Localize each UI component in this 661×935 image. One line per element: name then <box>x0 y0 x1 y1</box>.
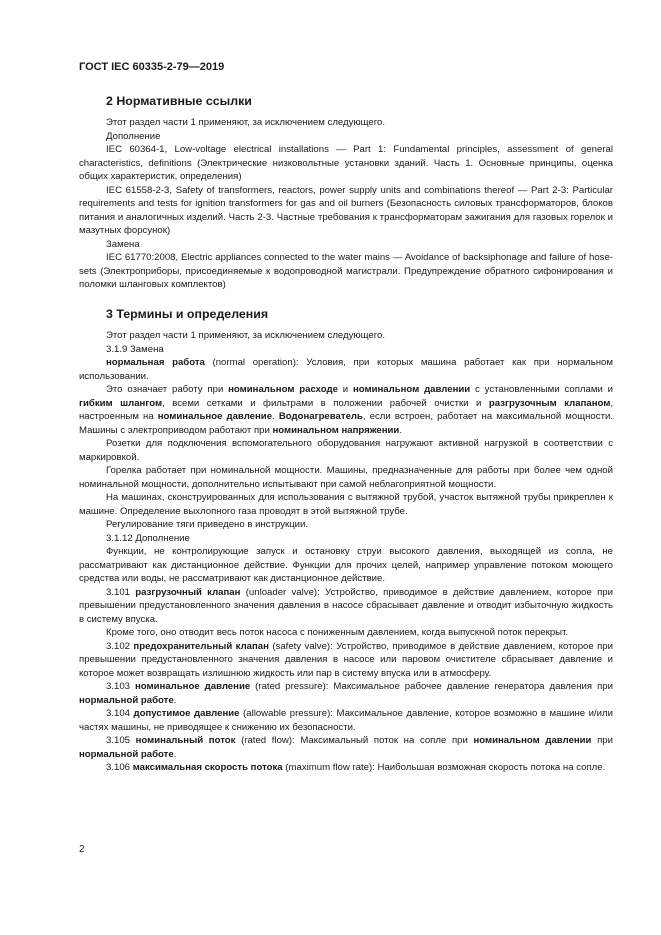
paragraph-unloader-also: Кроме того, оно отводит весь поток насоса с пониженным давлением, когда выпускной поток перекрыт. <box>106 627 569 638</box>
document-header: ГОСТ IEC 60335-2-79—2019 <box>79 61 225 73</box>
term-safety-valve: предохранительный клапан <box>133 640 269 652</box>
section-3-heading: 3 Термины и определения <box>106 307 269 321</box>
term-unloader-valve: разгрузочный клапан <box>135 586 241 598</box>
paragraph-flue: На машинах, сконструированных для использования с вытяжной трубой, участок вытяжной трубы прикреплен к машине. Определение выхлопного газа проводят в этой вытяжной трубе. <box>79 492 613 517</box>
term-rated-pressure: номинальное давление <box>135 681 251 692</box>
paragraph-burner: Горелка работает при номинальной мощности. Машины, предназначенные для работы при более чем одной номинальной мощности, дополнительно испытывают при самой неблагоприятной мощности. <box>79 465 613 490</box>
section-2-body <box>79 116 613 292</box>
paragraph-sockets: Розетки для подключения вспомогательного оборудования нагружают активной нагрузкой в соответствии с маркировкой. <box>79 438 613 463</box>
clause-3-1-12-label: 3.1.12 Дополнение <box>106 532 190 544</box>
reference-iec-61558-2-3: IEC 61558-2-3, Safety of transformers, reactors, power supply units and combinations thereof — Part 2-3: Particular requirements and tests for ignition transformers for gas and oil burners (Безопасность силовых трансформаторов, блоков питания и аналогичных изделий. Часть 2-3. Частные требования к трансформаторам зажигания для газовых горелок и мазутных форсунок) <box>79 184 613 236</box>
replacement-label: Замена <box>106 238 140 250</box>
definition-3-103: 3.103 номинальное давление (rated pressure): Максимальное рабочее давление генератора давления при нормальной работе. <box>79 681 613 706</box>
term-rated-flow: номинальный поток <box>135 735 236 746</box>
reference-iec-60364-1: IEC 60364-1, Low-voltage electrical installations — Part 1: Fundamental principles, assessment of general characteristics, definitions (Электрические низковольтные установки зданий. Часть 1. Основные принципы, оценка общих характеристик, определения) <box>79 144 613 182</box>
definition-normal-operation: нормальная работа (normal operation): Условия, при которых машина работает как при нормальном использовании. <box>79 357 613 382</box>
definition-3-106: 3.106 максимальная скорость потока (maximum flow rate): Наибольшая возможная скорость потока на сопле. <box>106 762 606 773</box>
section-3-body <box>79 329 613 775</box>
paragraph-draft: Регулирование тяги приведено в инструкции. <box>106 519 309 530</box>
section-3-intro: Этот раздел части 1 применяют, за исключением следующего. <box>106 330 386 341</box>
addition-label: Дополнение <box>106 130 161 142</box>
definition-3-101: 3.101 разгрузочный клапан (unloader valve): Устройство, приводимое в действие давлением, которое при превышении предустановленного значения давления в насосе сбрасывает давление и отводит избыточную жидкость в систему впуска. <box>79 586 613 625</box>
definition-3-105: 3.105 номинальный поток (rated flow): Максимальный поток на сопле при номинальном давлении при нормальной работе. <box>79 735 613 760</box>
paragraph-normal-operation-meaning: Это означает работу при номинальном расходе и номинальном давлении с установленными соплами и гибким шлангом, всеми сетками и фильтрами в положении рабочей очистки и разгрузочным клапаном, настроенным на номинальное давление. Водонагреватель, если встроен, работает на максимальной мощности. Машины с электроприводом работают при номинальном напряжении. <box>79 384 613 436</box>
clause-3-1-9-label: 3.1.9 Замена <box>106 343 164 355</box>
definition-3-104: 3.104 допустимое давление (allowable pressure): Максимальное давление, которое возможно в машине и/или частях машины, не приводящее к снижению их безопасности. <box>79 708 613 733</box>
term-maximum-flow-rate: максимальная скорость потока <box>132 762 283 773</box>
paragraph-remote-functions: Функции, не контролирующие запуск и остановку струи высокого давления, выходящей из сопла, не рассматривают как дистанционное действие. Функции для прочих целей, например управление потоком моющего средства или воды, не рассматривают как дистанционное действие. <box>79 546 613 584</box>
section-2-heading: 2 Нормативные ссылки <box>106 94 252 108</box>
term-normal-operation: нормальная работа <box>106 357 205 368</box>
reference-iec-61770: IEC 61770:2008, Electric appliances connected to the water mains — Avoidance of backsiphonage and failure of hose-sets (Электроприборы, присоединяемые к водопроводной магистрали. Предупреждение обратного сифонирования и поломки шланговых комплектов) <box>79 252 613 290</box>
definition-3-102: 3.102 предохранительный клапан (safety valve): Устройство, приводимое в действие давлением, которое при превышении предустановленного значения давления в насосе или паровом очистителе сбрасывает давление и которое может возвращать излишнюю жидкость или пар в систему впуска или в атмосферу. <box>79 640 613 679</box>
term-allowable-pressure: допустимое давление <box>133 708 240 719</box>
page-number: 2 <box>79 844 85 855</box>
section-2-intro: Этот раздел части 1 применяют, за исключением следующего. <box>106 117 386 128</box>
